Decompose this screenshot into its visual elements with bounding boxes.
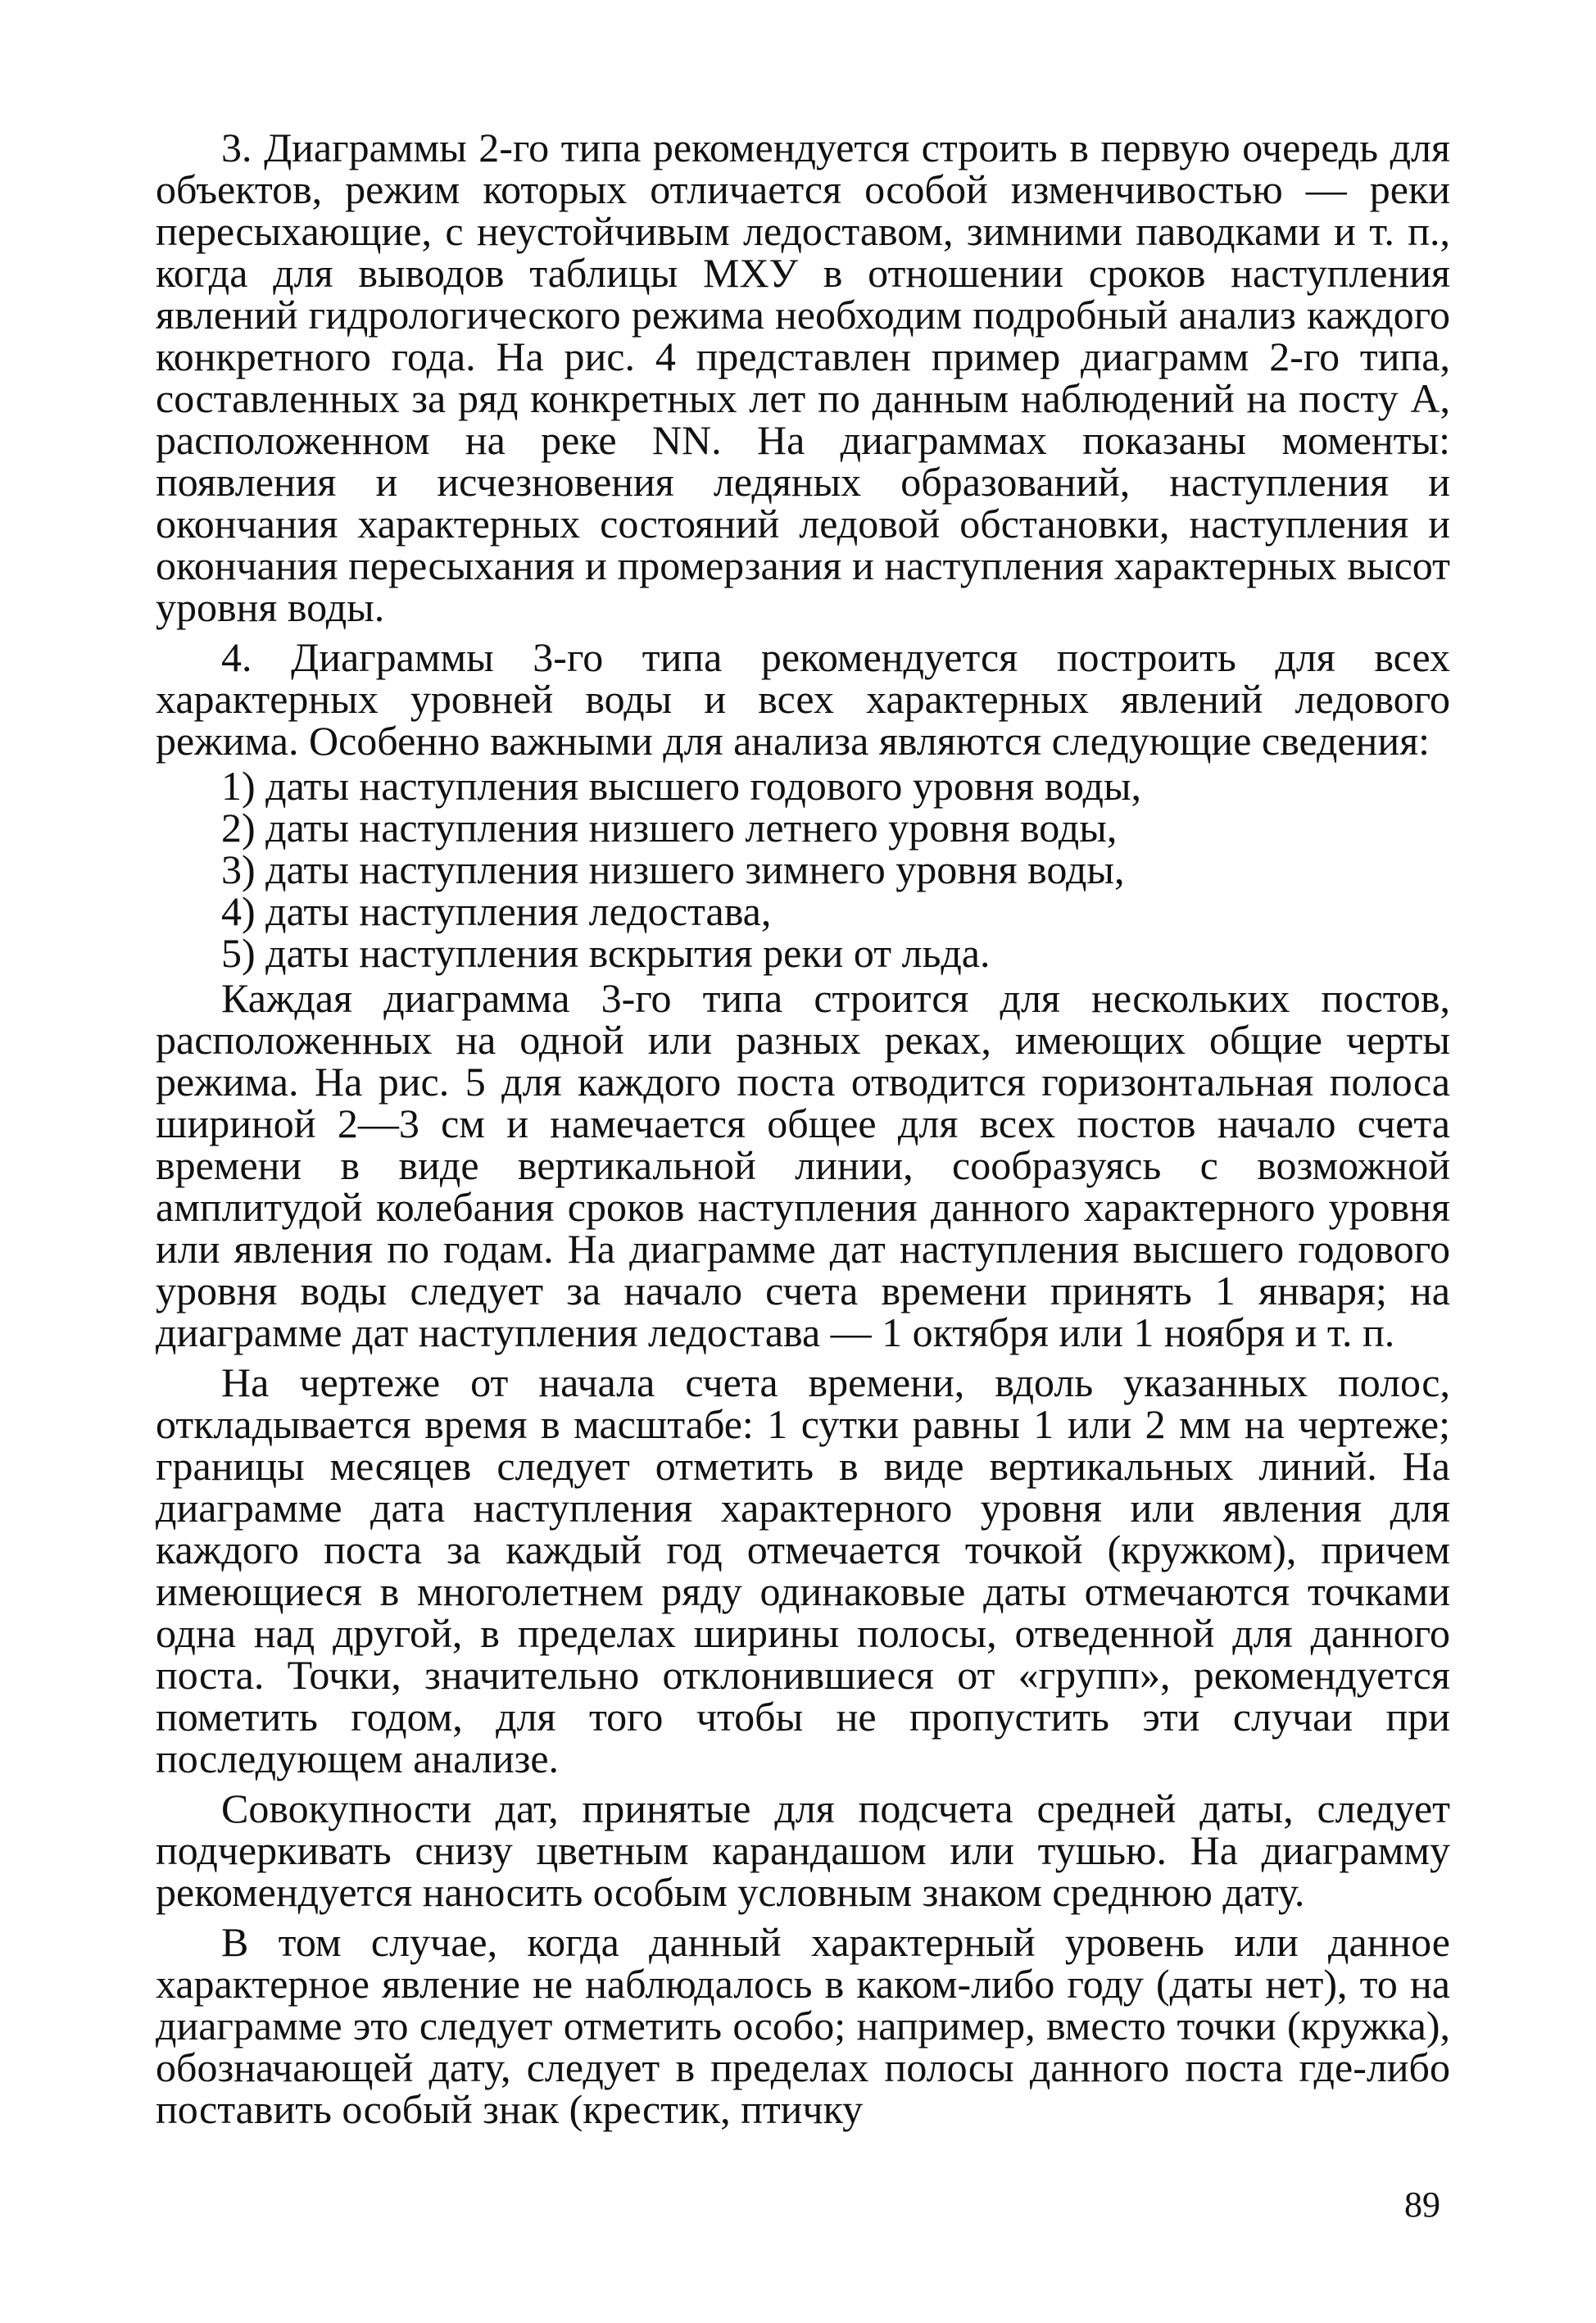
list-item: 2) даты наступления низшего летнего уровня воды, xyxy=(221,805,1118,851)
paragraph-4: 4. Диаграммы 3-го типа рекомендуется построить для всех характерных уровней воды и всех характерных явлений ледового режима. Особенно важными для анализа являются следующие сведения: xyxy=(156,634,1450,764)
paragraph-average-date: Совокупности дат, принятые для подсчета средней даты, следует подчеркивать снизу цветным карандашом или тушью. На диаграмму рекомендуется наносить особым условным знаком среднюю дату. xyxy=(156,1785,1450,1915)
list-item: 4) даты наступления ледостава, xyxy=(221,888,772,934)
list-item: 3) даты наступления низшего зимнего уровня воды, xyxy=(221,846,1125,892)
page-body xyxy=(156,127,1450,2257)
list-item: 5) даты наступления вскрытия реки от льда. xyxy=(221,930,991,976)
dates-list xyxy=(156,765,1450,974)
paragraph-missing-date: В том случае, когда данный характерный уровень или данное характерное явление не наблюдалось в каком-либо году (даты нет), то на диаграмме это следует отметить особо; например, вместо точки (кружка), обозначающей дату, следует в пределах полосы данного поста где-либо поставить особый знак (крестик, птичку xyxy=(156,1919,1450,2132)
list-item: 1) даты наступления высшего годового уровня воды, xyxy=(221,763,1142,809)
paragraph-drawing: На чертеже от начала счета времени, вдоль указанных полос, откладывается время в масштабе: 1 сутки равны 1 или 2 мм на чертеже; границы месяцев следует отметить в виде вертикальных линий. На диаграмме дата наступления характерного уровня или явления для каждого поста за каждый год отмечается точкой (кружком), причем имеющиеся в многолетнем ряду одинаковые даты отмечаются точками одна над другой, в пределах ширины полосы, отведенной для данного поста. Точки, значительно отклонившиеся от «групп», рекомендуется пометить годом, для того чтобы не пропустить эти случаи при последующем анализе. xyxy=(156,1359,1450,1781)
page-number: 89 xyxy=(1404,2185,1440,2225)
paragraph-diagram-type-3: Каждая диаграмма 3-го типа строится для нескольких постов, расположенных на одной или разных реках, имеющих общие черты режима. На рис. 5 для каждого поста отводится горизонтальная полоса шириной 2—3 см и намечается общее для всех постов начало счета времени в виде вертикальной линии, сообразуясь с возможной амплитудой колебания сроков наступления данного характерного уровня или явления по годам. На диаграмме дат наступления высшего годового уровня воды следует за начало счета времени принять 1 января; на диаграмме дат наступления ледостава — 1 октября или 1 ноября и т. п. xyxy=(156,975,1450,1355)
paragraph-3: 3. Диаграммы 2-го типа рекомендуется строить в первую очередь для объектов, режим которых отличается особой изменчивостью — реки пересыхающие, с неустойчивым ледоставом, зимними паводками и т. п., когда для выводов таблицы МХУ в отношении сроков наступления явлений гидрологического режима необходим подробный анализ каждого конкретного года. На рис. 4 представлен пример диаграмм 2-го типа, составленных за ряд конкретных лет по данным наблюдений на посту А, расположенном на реке NN. На диаграммах показаны моменты: появления и исчезновения ледяных образований, наступления и окончания характерных состояний ледовой обстановки, наступления и окончания пересыхания и промерзания и наступления характерных высот уровня воды. xyxy=(156,125,1450,630)
